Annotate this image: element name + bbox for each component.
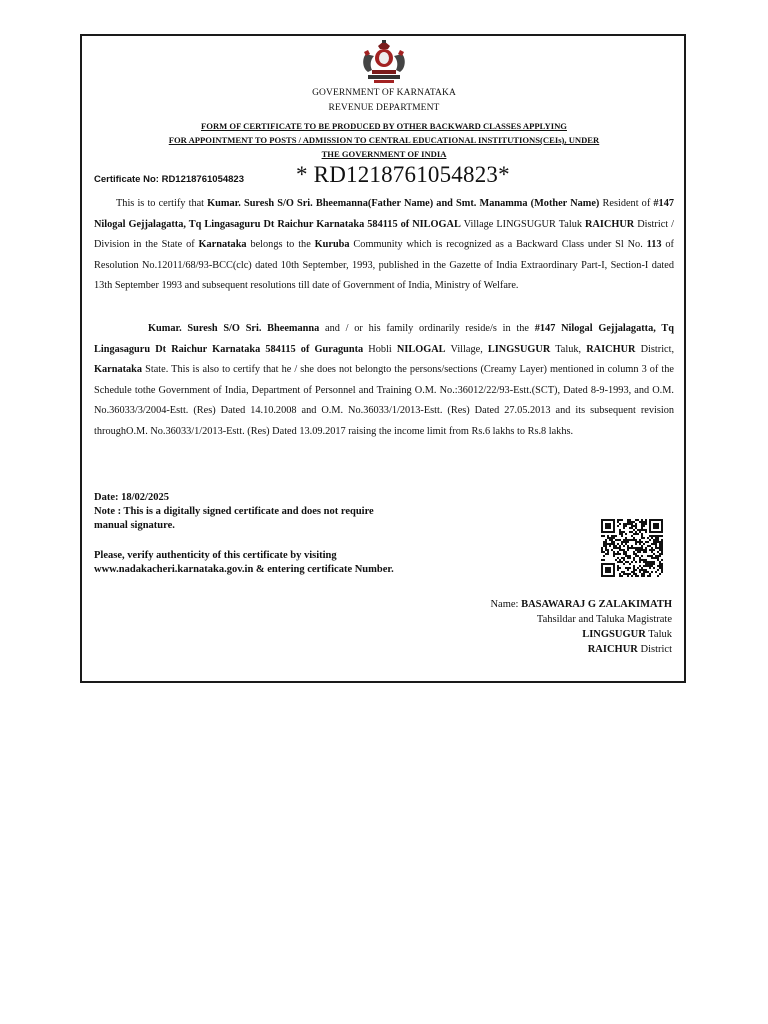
signatory-name-label: Name: [490, 599, 519, 610]
digital-signature-note: Note : This is a digitally signed certificate and does not require manual signature. [94, 506, 374, 531]
p1-text-2: Resident of [602, 198, 651, 209]
p2-address: #147 Nilogal Gejjalagatta, Tq Lingasaguru Dt Raichur Karnataka 584115 of Guragunta [94, 323, 674, 355]
p1-text-7: of Resolution No.12011/68/93-BCC(clc) dated 10th September, 1993, published in the Gazette of India Extraordinary Part-I, Section-I dated 13th September 1993 and subsequent resolutions till date of Government of India, Ministry of Welfare. [94, 239, 674, 292]
p1-text-3: Village LINGSUGUR Taluk [463, 218, 582, 230]
signatory-name: BASAWARAJ G ZALAKIMATH [521, 599, 672, 610]
certificate-title-line3: THE GOVERNMENT OF INDIA [321, 149, 447, 159]
p2-text-6: State. This is also to certify that he / she does not belongto the persons/sections (Creamy Layer) mentioned in column 3 of the Schedule tothe Government of India, Department of Personnel and Training O.M. No.:36012/22/93-Estt.(SCT), Dated 8-9-1993, and O.M. No.36033/3/2004-Estt. (Res) Dated 14.10.2008 and O.M. No.36033/1/2013-Estt. (Res) Dated 27.05.2013 and its subsequent revision throughO.M. No.36033/1/2013-Estt. (Res) Dated 13.09.2017 raising the income limit from Rs.6 lakhs to Rs.8 lakhs. [94, 364, 674, 437]
p1-district: RAICHUR [585, 218, 635, 230]
certification-paragraph-2 [94, 319, 674, 443]
qr-code-icon [601, 519, 663, 577]
signatory-taluk-line [372, 627, 672, 642]
government-heading: GOVERNMENT OF KARNATAKA [312, 88, 456, 98]
verification-instructions: Please, verify authenticity of this certificate by visiting www.nadakacheri.karnataka.gov.in & entering certificate Number. [94, 550, 394, 575]
p2-applicant-name: Kumar. Suresh S/O Sri. Bheemanna [148, 323, 320, 334]
p1-text-5: belongs to the [250, 239, 311, 251]
p1-applicant-name: Kumar. Suresh S/O Sri. Bheemanna(Father Name) and Smt. Manamma (Mother Name) [207, 198, 600, 209]
signatory-taluk-suffix: Taluk [648, 629, 672, 640]
certificate-number-caption: Certificate No: [94, 174, 159, 185]
p1-text-4: District / Division in the State of [94, 218, 674, 251]
certificate-number-value: RD1218761054823 [161, 174, 244, 185]
signatory-taluk: LINGSUGUR [582, 629, 646, 640]
p2-district: RAICHUR [586, 343, 636, 355]
karnataka-emblem-icon [358, 40, 410, 86]
p2-text-1: and / or his family ordinarily reside/s in the [325, 323, 529, 334]
certification-paragraph-1 [94, 194, 674, 297]
certificate-number-barcode-text: * RD1218761054823* [296, 162, 510, 187]
certificate-title-line1: FORM OF CERTIFICATE TO BE PRODUCED BY OTHER BACKWARD CLASSES APPLYING [201, 121, 567, 131]
p2-text-4: Taluk, [555, 343, 582, 355]
p2-text-2: Hobli [368, 343, 392, 355]
certificate-title-line2: FOR APPOINTMENT TO POSTS / ADMISSION TO CENTRAL EDUCATIONAL INSTITUTIONS(CEIs), UNDER [168, 135, 600, 145]
certificate-number-label [94, 174, 244, 185]
p1-text-6: Community which is recognized as a Backward Class under Sl No. [353, 239, 643, 251]
signatory-district: RAICHUR [587, 644, 638, 655]
p2-text-5: District, [640, 343, 675, 355]
department-heading: REVENUE DEPARTMENT [328, 103, 440, 113]
p2-taluk: LINGSUGUR [487, 343, 551, 355]
p2-text-3: Village, [450, 343, 483, 355]
signatory-district-suffix: District [640, 644, 672, 655]
p2-village: NILOGAL [396, 343, 446, 355]
p2-state: Karnataka [94, 364, 143, 376]
issue-date: Date: 18/02/2025 [94, 492, 169, 503]
signatory-name-line [372, 597, 672, 612]
p1-sl-no: 113 [646, 239, 662, 251]
p1-text-1: This is to certify that [116, 198, 205, 209]
p1-address: #147 Nilogal Gejjalagatta, Tq Lingasaguru Dt Raichur Karnataka 584115 of NILOGAL [94, 198, 674, 230]
p1-state: Karnataka [198, 239, 247, 251]
signatory-designation: Tahsildar and Taluka Magistrate [536, 614, 672, 625]
p1-community: Kuruba [314, 239, 350, 251]
signatory-district-line [372, 642, 672, 657]
